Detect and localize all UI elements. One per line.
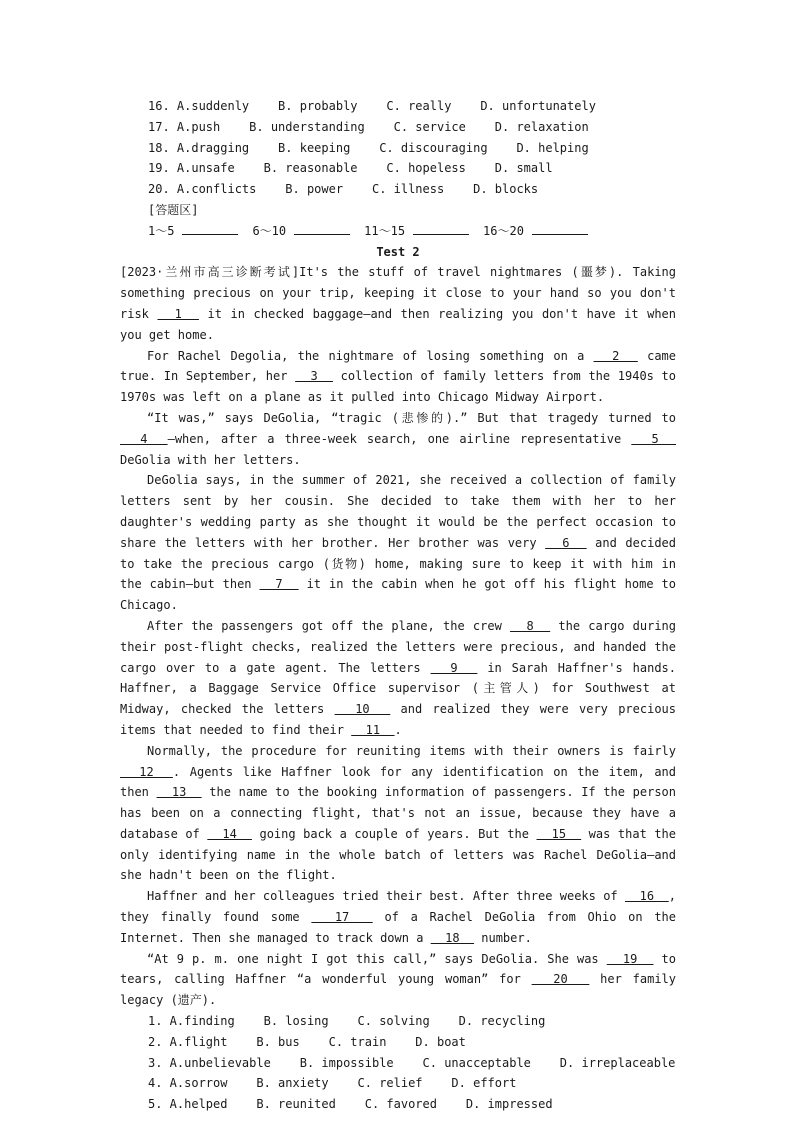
passage-text: . Agents like Haffner look for any identification on the item, and then: [120, 764, 676, 800]
passage-text: Haffner and her colleagues tried their best. After three weeks of: [147, 889, 625, 904]
option-line: 16. A.suddenly B. probably C. really D. unfortunately: [148, 99, 596, 113]
cloze-blank[interactable]: 13: [156, 785, 202, 800]
passage-text: .: [394, 722, 402, 737]
answer-range: 1～5: [148, 223, 175, 238]
option-line: 17. A.push B. understanding C. service D. relaxation: [148, 119, 589, 134]
option-line: 18. A.dragging B. keeping C. discouraging D. helping: [148, 140, 589, 155]
cloze-blank[interactable]: 20: [531, 972, 590, 987]
answer-range: 16～20: [483, 223, 524, 238]
cloze-blank[interactable]: 1: [157, 306, 199, 321]
passage-text: “At 9 p. m. one night I got this call,” says DeGolia. She was: [147, 951, 607, 966]
option-line: 20. A.conflicts B. power C. illness D. blocks: [148, 182, 539, 197]
answer-blank[interactable]: [413, 222, 469, 235]
passage-text: “It was,” says DeGolia, “tragic (悲惨的).” But that tragedy turned to: [147, 410, 676, 425]
passage-text: number.: [474, 930, 532, 945]
cloze-blank[interactable]: 9: [430, 660, 478, 675]
passage-text: going back a couple of years. But the: [251, 826, 537, 841]
passage-text: was that the only identifying name in the whole batch of letters was Rachel DeGolia—and she hadn't been on the flight.: [120, 826, 677, 883]
passage-paragraph: [120, 470, 676, 616]
passage-text: DeGolia with her letters.: [120, 452, 301, 467]
cloze-blank[interactable]: 11: [351, 722, 395, 737]
cloze-blank[interactable]: 16: [624, 889, 669, 904]
passage-text: , they finally found some: [120, 889, 676, 925]
passage-paragraph: [120, 741, 676, 887]
answer-area-label: [答题区]: [148, 202, 199, 217]
cloze-blank[interactable]: 17: [311, 910, 373, 925]
passage-text: came true. In September, her: [120, 348, 676, 384]
test-title: Test 2: [376, 244, 420, 259]
option-line: 2. A.flight B. bus C. train D. boat: [148, 1034, 466, 1049]
passage-text: [2023·兰州市高三诊断考试]It's the stuff of travel nightmares (噩梦). Taking something precious on your trip, keeping it close to your hand so you don't risk: [120, 265, 676, 321]
cloze-blank[interactable]: 10: [334, 702, 391, 717]
passage-paragraph: [120, 408, 676, 470]
passage-text: DeGolia says, in the summer of 2021, she received a collection of family letters sent by her cousin. She decided to take them with her to her daughter's wedding party as she thought it would be the perfect occasion to share the letters with her brother. Her brother was very: [120, 473, 676, 550]
passage-text: For Rachel Degolia, the nightmare of losing something on a: [147, 348, 594, 363]
passage-text: it in the cabin when he got off his flight home to Chicago.: [120, 577, 676, 613]
answer-blank[interactable]: [532, 222, 588, 235]
passage-text: the cargo during their post-flight checks, realized the letters were precious, and handed the cargo over to a gate agent. The letters: [120, 618, 676, 675]
exam-page: [120, 96, 676, 1115]
passage-text: collection of family letters from the 1940s to 1970s was left on a plane as it pulled into Chicago Midway Airport.: [120, 369, 677, 405]
passage-text: to tears, calling Haffner “a wonderful young woman” for: [120, 951, 676, 987]
passage-text: Normally, the procedure for reuniting items with their owners is fairly: [147, 743, 676, 758]
passage-paragraph: [120, 616, 676, 741]
cloze-blank[interactable]: 12: [120, 764, 173, 779]
passage-text: her family legacy (遗产).: [120, 972, 676, 1008]
cloze-blank[interactable]: 18: [430, 930, 475, 945]
answer-range: 11～15: [364, 223, 406, 238]
passage-text: —when, after a three-week search, one airline representative: [167, 431, 632, 446]
passage-paragraph: [120, 949, 676, 1011]
option-line: 19. A.unsafe B. reasonable C. hopeless D. small: [148, 161, 553, 176]
cloze-blank[interactable]: 3: [295, 369, 333, 384]
cloze-blank[interactable]: 14: [207, 826, 252, 841]
passage-text: the name to the booking information of passengers. If the person has been on a connecting flight, that's not an issue, because they have a database of: [120, 785, 676, 841]
passage-text: and realized they were very precious items that needed to find their: [120, 702, 677, 737]
option-line: 4. A.sorrow B. anxiety C. relief D. effort: [148, 1076, 517, 1091]
cloze-blank[interactable]: 4: [120, 431, 168, 446]
option-line: 5. A.helped B. reunited C. favored D. impressed: [148, 1097, 553, 1112]
cloze-blank[interactable]: 19: [606, 951, 654, 966]
cloze-blank[interactable]: 7: [259, 577, 299, 592]
cloze-blank[interactable]: 8: [510, 618, 551, 633]
answer-range: 6～10: [252, 223, 287, 238]
cloze-blank[interactable]: 6: [545, 535, 587, 550]
passage-text: in Sarah Haffner's hands. Haffner, a Baggage Service Office supervisor (主管人) for Southwest at Midway, checked the letters: [120, 660, 677, 717]
option-line: 1. A.finding B. losing C. solving D. recycling: [148, 1014, 546, 1029]
cloze-blank[interactable]: 15: [536, 826, 582, 841]
answer-area: [120, 221, 676, 242]
passage-paragraph: [120, 886, 676, 948]
answer-blank[interactable]: [294, 222, 350, 235]
passage-text: and decided to take the precious cargo (货物) home, making sure to keep it with him in the cabin—but then: [120, 535, 676, 592]
passage-paragraph: [120, 262, 676, 345]
option-line: 3. A.unbelievable B. impossible C. unacceptable D. irreplaceable: [148, 1055, 676, 1070]
passage-text: After the passengers got off the plane, the crew: [147, 618, 511, 633]
options-top: [120, 96, 676, 200]
answer-blank[interactable]: [182, 222, 238, 235]
cloze-blank[interactable]: 5: [631, 431, 677, 446]
cloze-blank[interactable]: 2: [593, 348, 638, 363]
passage: [120, 262, 676, 1011]
options-bottom: [120, 1011, 676, 1115]
passage-text: it in checked baggage—and then realizing you don't have it when you get home.: [120, 306, 677, 342]
passage-paragraph: [120, 346, 676, 408]
passage-text: of a Rachel DeGolia from Ohio on the Internet. Then she managed to track down a: [120, 910, 676, 945]
